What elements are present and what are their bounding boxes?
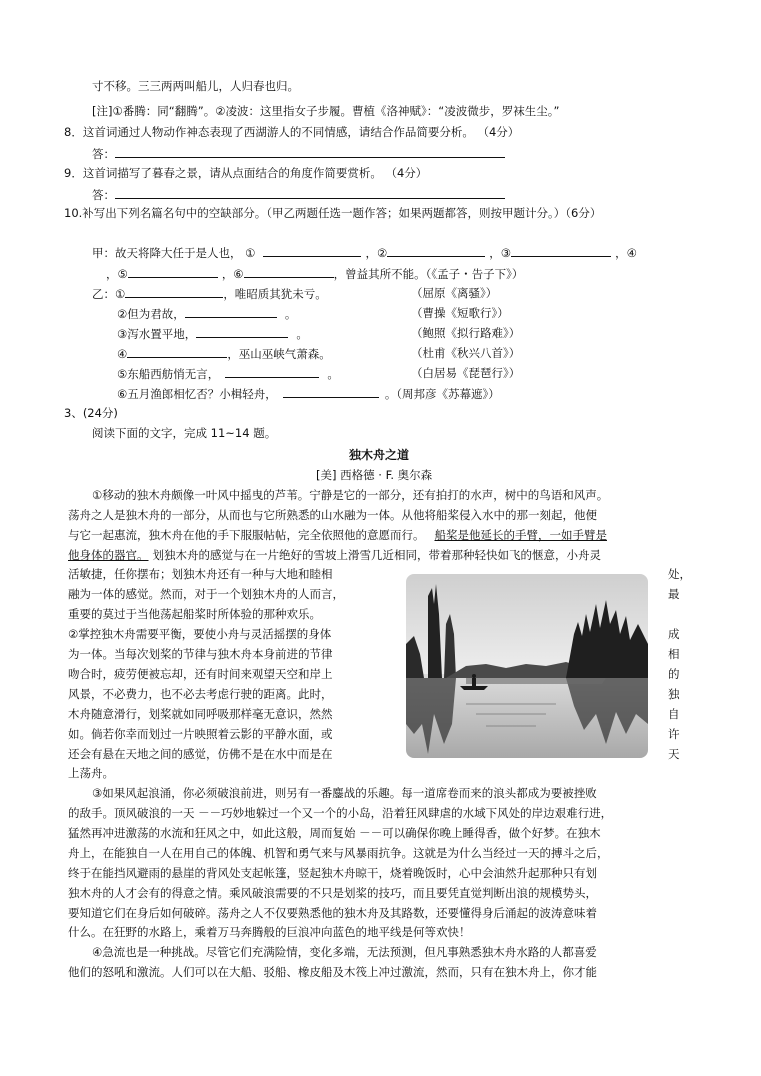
- question-9: 9．这首词描写了暮春之景，请从点面结合的角度作简要赏析。 （4分）: [64, 166, 428, 180]
- yi-source-3: （鲍照《拟行路难》）: [411, 326, 521, 340]
- blank-6[interactable]: [244, 265, 334, 278]
- p1-line-end: 最: [668, 587, 680, 601]
- yi-line-4: ④ ，巫山巫峡气萧森。: [117, 347, 331, 361]
- blank-2[interactable]: [387, 244, 485, 257]
- p1-line: 他身体的器官。 划独木舟的感觉与在一片绝好的雪坡上滑雪几近相同，带着那种轻快如飞的惬意，小舟灵: [68, 548, 601, 562]
- blank-yi-2[interactable]: [185, 305, 277, 318]
- yi-line-6: ⑥五月渔郎相忆否？小楫轻舟， 。（周邦彦《苏幕遮》）: [117, 387, 500, 401]
- p1-line: 活敏捷，任你摆布；划独木舟还有一种与大地和睦相: [68, 567, 333, 581]
- question-8: 8．这首词通过人物动作神态表现了西湖游人的不同情感，请结合作品简要分析。 （4分）: [64, 125, 520, 139]
- p2-line-end: 的: [668, 667, 680, 681]
- yi-line-2: ②但为君故， 。: [117, 307, 297, 321]
- annotation-note: [注]①番腾：同“翻腾”。②凌波：这里指女子步履。曹植《洛神赋》：“凌波微步，罗袜生尘。”: [92, 104, 560, 118]
- p2-line: 如。倘若你幸而划过一片映照着云影的平静水面，或: [68, 727, 333, 741]
- p4-line: 他们的怒吼和激流。人们可以在大船、驳船、橡皮船及木筏上冲过激流，然而，只有在独木舟上，你才能: [68, 965, 597, 979]
- p2-line: 吻合时，疲劳便被忘却，还有时间来观望天空和岸上: [68, 667, 333, 681]
- blank-3[interactable]: [511, 244, 611, 257]
- underlined-sentence: 他身体的器官。: [68, 548, 149, 562]
- jia-line-2: ，⑤ ，⑥ ，曾益其所不能。（《孟子・告子下》）: [106, 267, 524, 281]
- p3-line: 舟上，在能独自一人在用自己的体魄、机智和勇气来与风暴雨抗争。这就是为什么当经过一天的搏斗之后，: [68, 846, 609, 860]
- blank-yi-5[interactable]: [225, 365, 319, 378]
- p3-line: ③如果风起浪涌，你必须破浪前进，则另有一番鏖战的乐趣。每一道席卷而来的浪头都成为要被挫败: [92, 786, 597, 800]
- p1-line: 荡舟之人是独木舟的一部分，从而也与它所熟悉的山水融为一体。从他将船桨侵入水中的那一刻起，他便: [68, 508, 597, 522]
- p3-line: 要知道它们在身后如何破碎。荡舟之人不仅要熟悉他的独木舟及其路数，还要懂得身后涌起的波涛意味着: [68, 906, 597, 920]
- p2-line: 风景，不必费力，也不必去考虑行驶的距离。此时，: [68, 687, 333, 701]
- p2-line-end: 成: [668, 627, 680, 641]
- answer-label: 答：: [92, 147, 115, 161]
- yi-source-2: （曹操《短歌行》）: [411, 306, 509, 320]
- section-3-header: 3、(24分): [64, 406, 118, 420]
- p2-line: 为一体。当每次划桨的节律与独木舟本身前进的节律: [68, 647, 333, 661]
- yi-source-4: （杜甫《秋兴八首》）: [411, 346, 521, 360]
- p1-line: ①移动的独木舟颇像一叶风中摇曳的芦苇。宁静是它的一部分，还有拍打的水声，树中的鸟语和风声。: [92, 488, 609, 502]
- p3-line: 终于在能挡风避雨的悬崖的背风处支起帐篷，竖起独木舟晾干，烧着晚饭时，心中会油然升起那种只有划: [68, 866, 597, 880]
- jia-line-1: 甲：故天将降大任于是人也， ① ，② ，③ ，④: [92, 246, 637, 260]
- blank-yi-1[interactable]: [125, 285, 223, 298]
- p1-line-end: 处，: [668, 567, 691, 581]
- p1-line: 融为一体的感觉。然而，对于一个划独木舟的人而言，: [68, 587, 344, 601]
- yi-line-1: 乙：① ，唯昭质其犹未亏。: [92, 287, 327, 301]
- yi-source-1: （屈原《离骚》）: [411, 286, 498, 300]
- blank-5[interactable]: [128, 265, 218, 278]
- p1-line: 重要的莫过于当他荡起船桨时所体验的那种欢乐。: [68, 607, 321, 621]
- p2-line: 还会有悬在天地之间的感觉，仿佛不是在水中而是在: [68, 747, 333, 761]
- question-10: 10.补写出下列名篇名句中的空缺部分。（甲乙两题任选一题作答；如果两题都答，则按甲题计分。）（6分）: [64, 206, 602, 220]
- poem-tail: 寸不移。三三两两叫船儿，人归春也归。: [92, 79, 299, 93]
- article-title: 独木舟之道: [349, 448, 410, 462]
- underlined-sentence: 船桨是他延长的手臂，一如手臂是: [434, 528, 607, 542]
- blank-1[interactable]: [263, 244, 361, 257]
- p2-line: 木舟随意滑行，划桨就如同呼吸那样毫无意识，然然: [68, 707, 333, 721]
- answer-line-9[interactable]: [92, 186, 505, 203]
- p3-line: 独木舟的人才会有的得意之情。乘风破浪需要的不只是划桨的技巧，而且要凭直觉判断出浪的规模势头，: [68, 886, 597, 900]
- answer-line-8[interactable]: [92, 145, 505, 162]
- blank-yi-3[interactable]: [196, 325, 288, 338]
- p2-line-end: 许: [668, 727, 680, 741]
- p3-line: 猛然再冲进激荡的水流和狂风之中，如此这般，周而复始 －－可以确保你晚上睡得香，做个好梦。在独木: [68, 826, 601, 840]
- p2-line-end: 独: [668, 687, 680, 701]
- reading-instruction: 阅读下面的文字，完成 11~14 题。: [92, 426, 277, 440]
- p2-line-end: 相: [668, 647, 680, 661]
- p2-line-end: 天: [668, 747, 680, 761]
- p3-line: 什么。在狂野的水路上，乘着万马奔腾般的巨浪冲向蓝色的地平线是何等欢快！: [68, 925, 471, 939]
- canoe-lake-image: [406, 574, 648, 758]
- yi-line-5: ⑤东船西舫悄无言， 。: [117, 367, 339, 381]
- blank-yi-4[interactable]: [127, 345, 227, 358]
- p3-line: 的敌手。顶风破浪的一天 －－巧妙地躲过一个又一个的小岛，沿着狂风肆虐的水域下风处的岸边艰难行进，: [68, 806, 613, 820]
- blank-yi-6[interactable]: [283, 385, 379, 398]
- p2-line: ②掌控独木舟需要平衡，要使小舟与灵活摇摆的身体: [68, 627, 332, 641]
- p2-line-end: 自: [668, 707, 680, 721]
- p4-line: ④急流也是一种挑战。尽管它们充满险情，变化多端，无法预测，但凡事熟悉独木舟水路的人都喜爱: [92, 945, 597, 959]
- p1-line: 与它一起惠流，独木舟在他的手下服服帖帖，完全依照他的意愿而行。 船桨是他延长的手臂，一如手臂是: [68, 528, 607, 542]
- answer-label: 答：: [92, 188, 115, 202]
- canoe-lake-illustration: [406, 574, 648, 758]
- p2-line: 上荡舟。: [68, 766, 114, 780]
- yi-source-5: （白居易《琵琶行》）: [411, 366, 521, 380]
- article-author: [美] 西格德 · F. 奥尔森: [316, 468, 433, 482]
- yi-line-3: ③泻水置平地， 。: [117, 327, 308, 341]
